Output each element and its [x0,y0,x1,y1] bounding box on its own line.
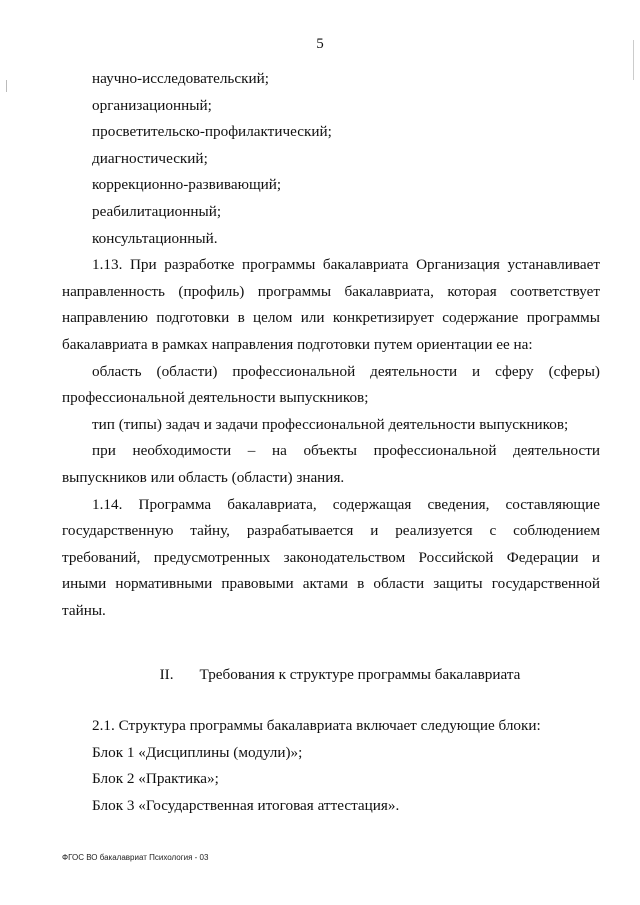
list-item: реабилитационный; [92,202,222,220]
orientation-item: область (области) профессиональной деятельности и сферу (сферы) профессиональной деятельности выпускников; [62,362,600,407]
paragraph-1-14: 1.14. Программа бакалавриата, содержащая сведения, составляющие государственную тайну, разрабатывается и реализуется с соблюдением требований, предусмотренных законодательством Российской Федерации и иными нормативными правовыми актами в области защиты государственной тайны. [62,495,600,619]
list-item: диагностический; [92,149,208,167]
document-body [62,66,600,819]
orientation-item: тип (типы) задач и задачи профессиональной деятельности выпускников; [92,415,569,433]
list-item: просветительско-профилактический; [92,123,332,141]
section-number: II. [159,666,174,684]
block-item: Блок 1 «Дисциплины (модули)»; [92,743,303,761]
list-item: коррекционно-развивающий; [92,176,282,194]
orientation-item: при необходимости – на объекты профессиональной деятельности выпускников или область (области) знания. [62,442,600,486]
section-title: Требования к структуре программы бакалавриата [199,666,521,684]
footer-note: ФГОС ВО бакалавриат Психология - 03 [62,853,209,862]
paragraph-2-1: 2.1. Структура программы бакалавриата включает следующие блоки: [92,717,541,735]
block-item: Блок 2 «Практика»; [92,770,219,788]
paragraph-1-13: 1.13. При разработке программы бакалавриата Организация устанавливает направленность (профиль) программы бакалавриата, которая соответствует направлению подготовки в целом или конкретизирует содержание программы бакалавриата в рамках направления подготовки путем ориентации ее на: [62,256,600,353]
list-item: научно-исследовательский; [92,70,269,87]
section-heading [62,662,600,689]
page-number: 5 [316,36,324,52]
list-item: организационный; [92,96,212,114]
block-item: Блок 3 «Государственная итоговая аттестация». [92,796,400,814]
scan-artifact [6,80,7,92]
list-item: консультационный. [92,229,218,247]
